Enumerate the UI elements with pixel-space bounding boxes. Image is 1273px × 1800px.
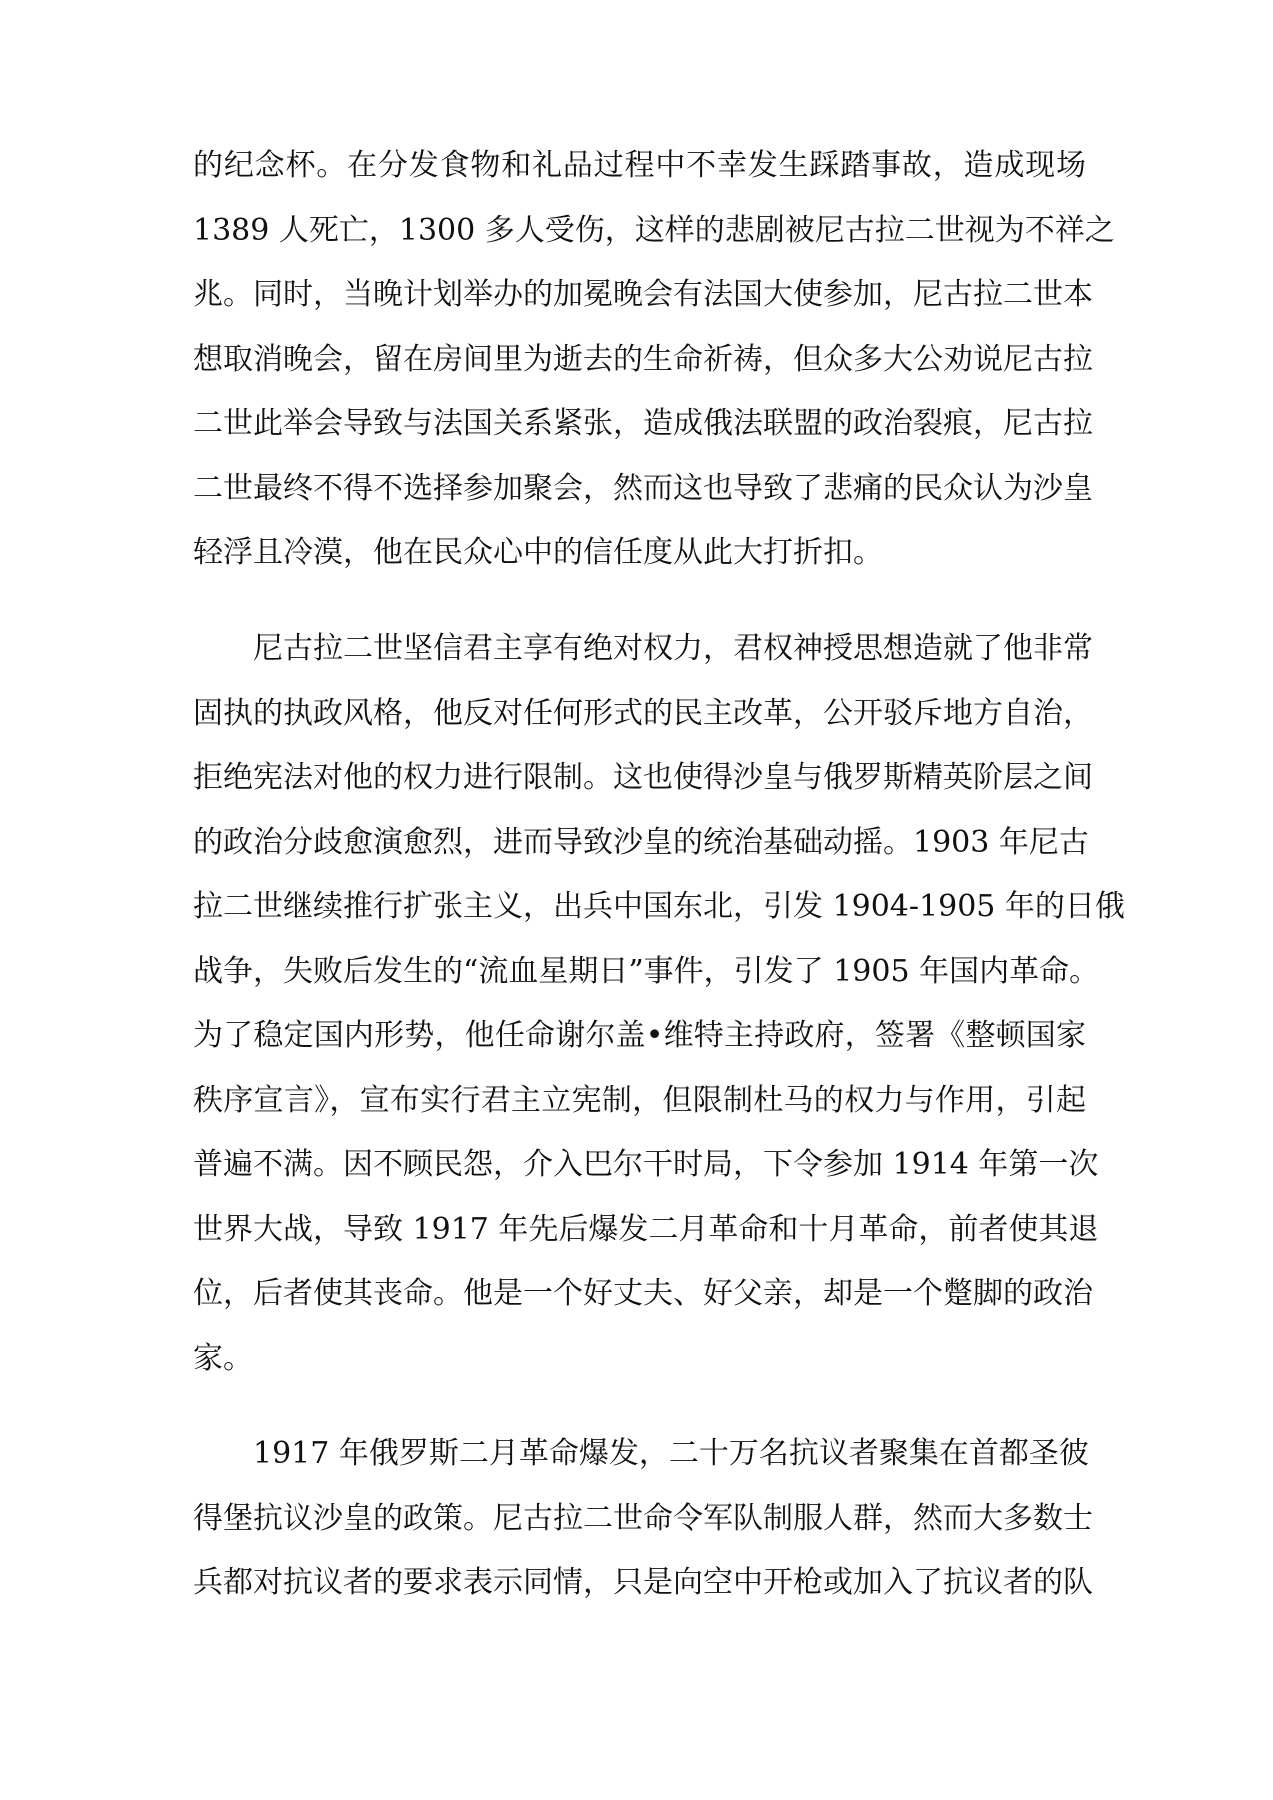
text-line: 战争，失败后发生的“流血星期日”事件，引发了 1905 年国内革命。 <box>193 953 1100 989</box>
text-line: 1917 年俄罗斯二月革命爆发，二十万名抗议者聚集在首都圣彼 <box>253 1436 1089 1471</box>
text-line: 为了稳定国内形势，他任命谢尔盖•维特主持政府，签署《整顿国家 <box>193 1018 1086 1053</box>
text-line: 的政治分歧愈演愈烈，进而导致沙皇的统治基础动摇。1903 年尼古 <box>193 824 1089 860</box>
text-line: 尼古拉二世坚信君主享有绝对权力，君权神授思想造就了他非常 <box>253 631 1093 666</box>
text-line: 位，后者使其丧命。他是一个好丈夫、好父亲，却是一个蹩脚的政治 <box>193 1276 1093 1311</box>
paragraph-2 <box>193 617 1125 1391</box>
text-line: 固执的执政风格，他反对任何形式的民主改革，公开驳斥地方自治， <box>193 695 1093 731</box>
text-line: 拒绝宪法对他的权力进行限制。这也使得沙皇与俄罗斯精英阶层之间 <box>193 760 1093 795</box>
paragraph-3 <box>193 1422 1093 1616</box>
text-line: 拉二世继续推行扩张主义，出兵中国东北，引发 1904-1905 年的日俄 <box>193 889 1125 924</box>
text-line: 得堡抗议沙皇的政策。尼古拉二世命令军队制服人群，然而大多数士 <box>193 1500 1093 1536</box>
text-line: 普遍不满。因不顾民怨，介入巴尔干时局，下令参加 1914 年第一次 <box>193 1147 1099 1182</box>
text-line: 兵都对抗议者的要求表示同情，只是向空中开枪或加入了抗议者的队 <box>193 1565 1093 1600</box>
text-line: 轻浮且冷漠，他在民众心中的信任度从此大打折扣。 <box>193 535 883 570</box>
text-line: 二世最终不得不选择参加聚会，然而这也导致了悲痛的民众认为沙皇 <box>193 470 1093 506</box>
text-line: 秩序宣言》，宣布实行君主立宪制，但限制杜马的权力与作用，引起 <box>193 1082 1086 1118</box>
text-line: 家。 <box>193 1340 253 1376</box>
text-line: 二世此举会导致与法国关系紧张，造成俄法联盟的政治裂痕，尼古拉 <box>193 406 1093 441</box>
text-line: 想取消晚会，留在房间里为逝去的生命祈祷，但众多大公劝说尼古拉 <box>193 341 1093 377</box>
text-line: 世界大战，导致 1917 年先后爆发二月革命和十月革命，前者使其退 <box>193 1211 1099 1247</box>
text-line: 1389 人死亡，1300 多人受伤，这样的悲剧被尼古拉二世视为不祥之 <box>193 212 1115 248</box>
paragraph-1 <box>193 134 1115 586</box>
text-line: 兆。同时，当晚计划举办的加冕晚会有法国大使参加，尼古拉二世本 <box>193 277 1093 312</box>
text-line: 的纪念杯。在分发食物和礼品过程中不幸发生踩踏事故，造成现场 <box>193 148 1086 183</box>
